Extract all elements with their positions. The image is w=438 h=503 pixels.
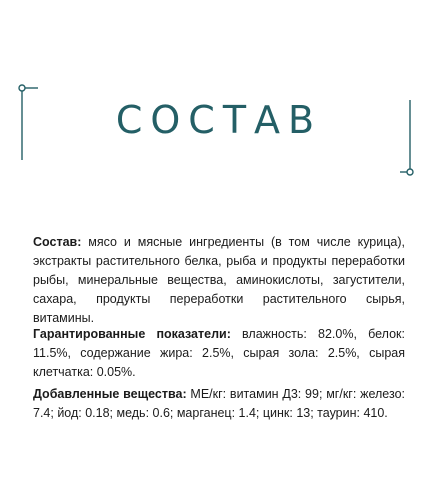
- guaranteed-values-text: влажность: 82.0%, белок: 11.5%, содержание жира: 2.5%, сырая зола: 2.5%, сырая клетчатка: 0.05%.: [33, 327, 405, 379]
- additives-text: МЕ/кг: витамин Д3: 99; мг/кг: железо: 7.4; йод: 0.18; медь: 0.6; марганец: 1.4; цинк: 13; таурин: 410.: [33, 387, 405, 420]
- guaranteed-values-paragraph: [33, 325, 405, 382]
- additives-paragraph: [33, 385, 405, 423]
- composition-label: Состав:: [33, 235, 82, 249]
- guaranteed-values-label: Гарантированные показатели:: [33, 327, 231, 341]
- composition-text: мясо и мясные ингредиенты (в том числе курица), экстракты растительного белка, рыба и продукты переработки рыбы, минеральные вещества, аминокислоты, загустители, сахара, продукты переработки растительного сырья, витамины.: [33, 235, 405, 325]
- page-title: СОСТАВ: [115, 98, 323, 142]
- additives-label: Добавленные вещества:: [33, 387, 187, 401]
- composition-paragraph: [33, 233, 405, 328]
